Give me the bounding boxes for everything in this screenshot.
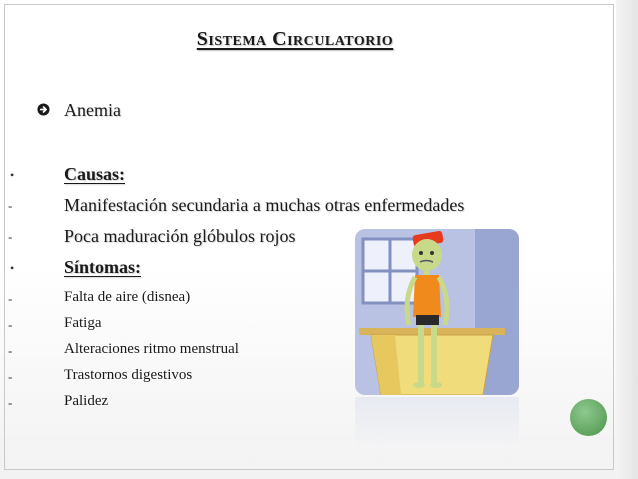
sick-person-illustration-icon <box>355 229 519 395</box>
arrow-circle-right-icon <box>37 103 50 116</box>
bullet-marker: • <box>10 168 15 182</box>
symptom-item: Palidez <box>64 393 109 409</box>
dash-marker: - <box>8 343 13 358</box>
topic-text: Anemia <box>64 100 121 120</box>
cause-item: Poca maduración glóbulos rojos <box>64 226 296 246</box>
slide-title: Sistema Circulatorio <box>196 28 394 50</box>
illustration-reflection <box>355 397 519 449</box>
bullet-marker: • <box>10 261 15 275</box>
causes-heading: Causas: <box>64 164 126 184</box>
dash-marker: - <box>8 291 13 306</box>
dash-marker: - <box>8 198 13 213</box>
symptom-item: Falta de aire (disnea) <box>64 289 191 305</box>
dash-marker: - <box>8 229 13 244</box>
symptoms-heading: Síntomas: <box>64 257 142 277</box>
dash-marker: - <box>8 317 13 332</box>
symptom-item: Trastornos digestivos <box>64 367 193 383</box>
dash-marker: - <box>8 395 13 410</box>
symptom-item: Alteraciones ritmo menstrual <box>64 341 239 357</box>
dash-marker: - <box>8 369 13 384</box>
symptom-item: Fatiga <box>64 315 102 331</box>
decorative-green-circle <box>570 399 607 436</box>
cause-item: Manifestación secundaria a muchas otras enfermedades <box>64 195 465 215</box>
slide-edge <box>616 0 638 479</box>
